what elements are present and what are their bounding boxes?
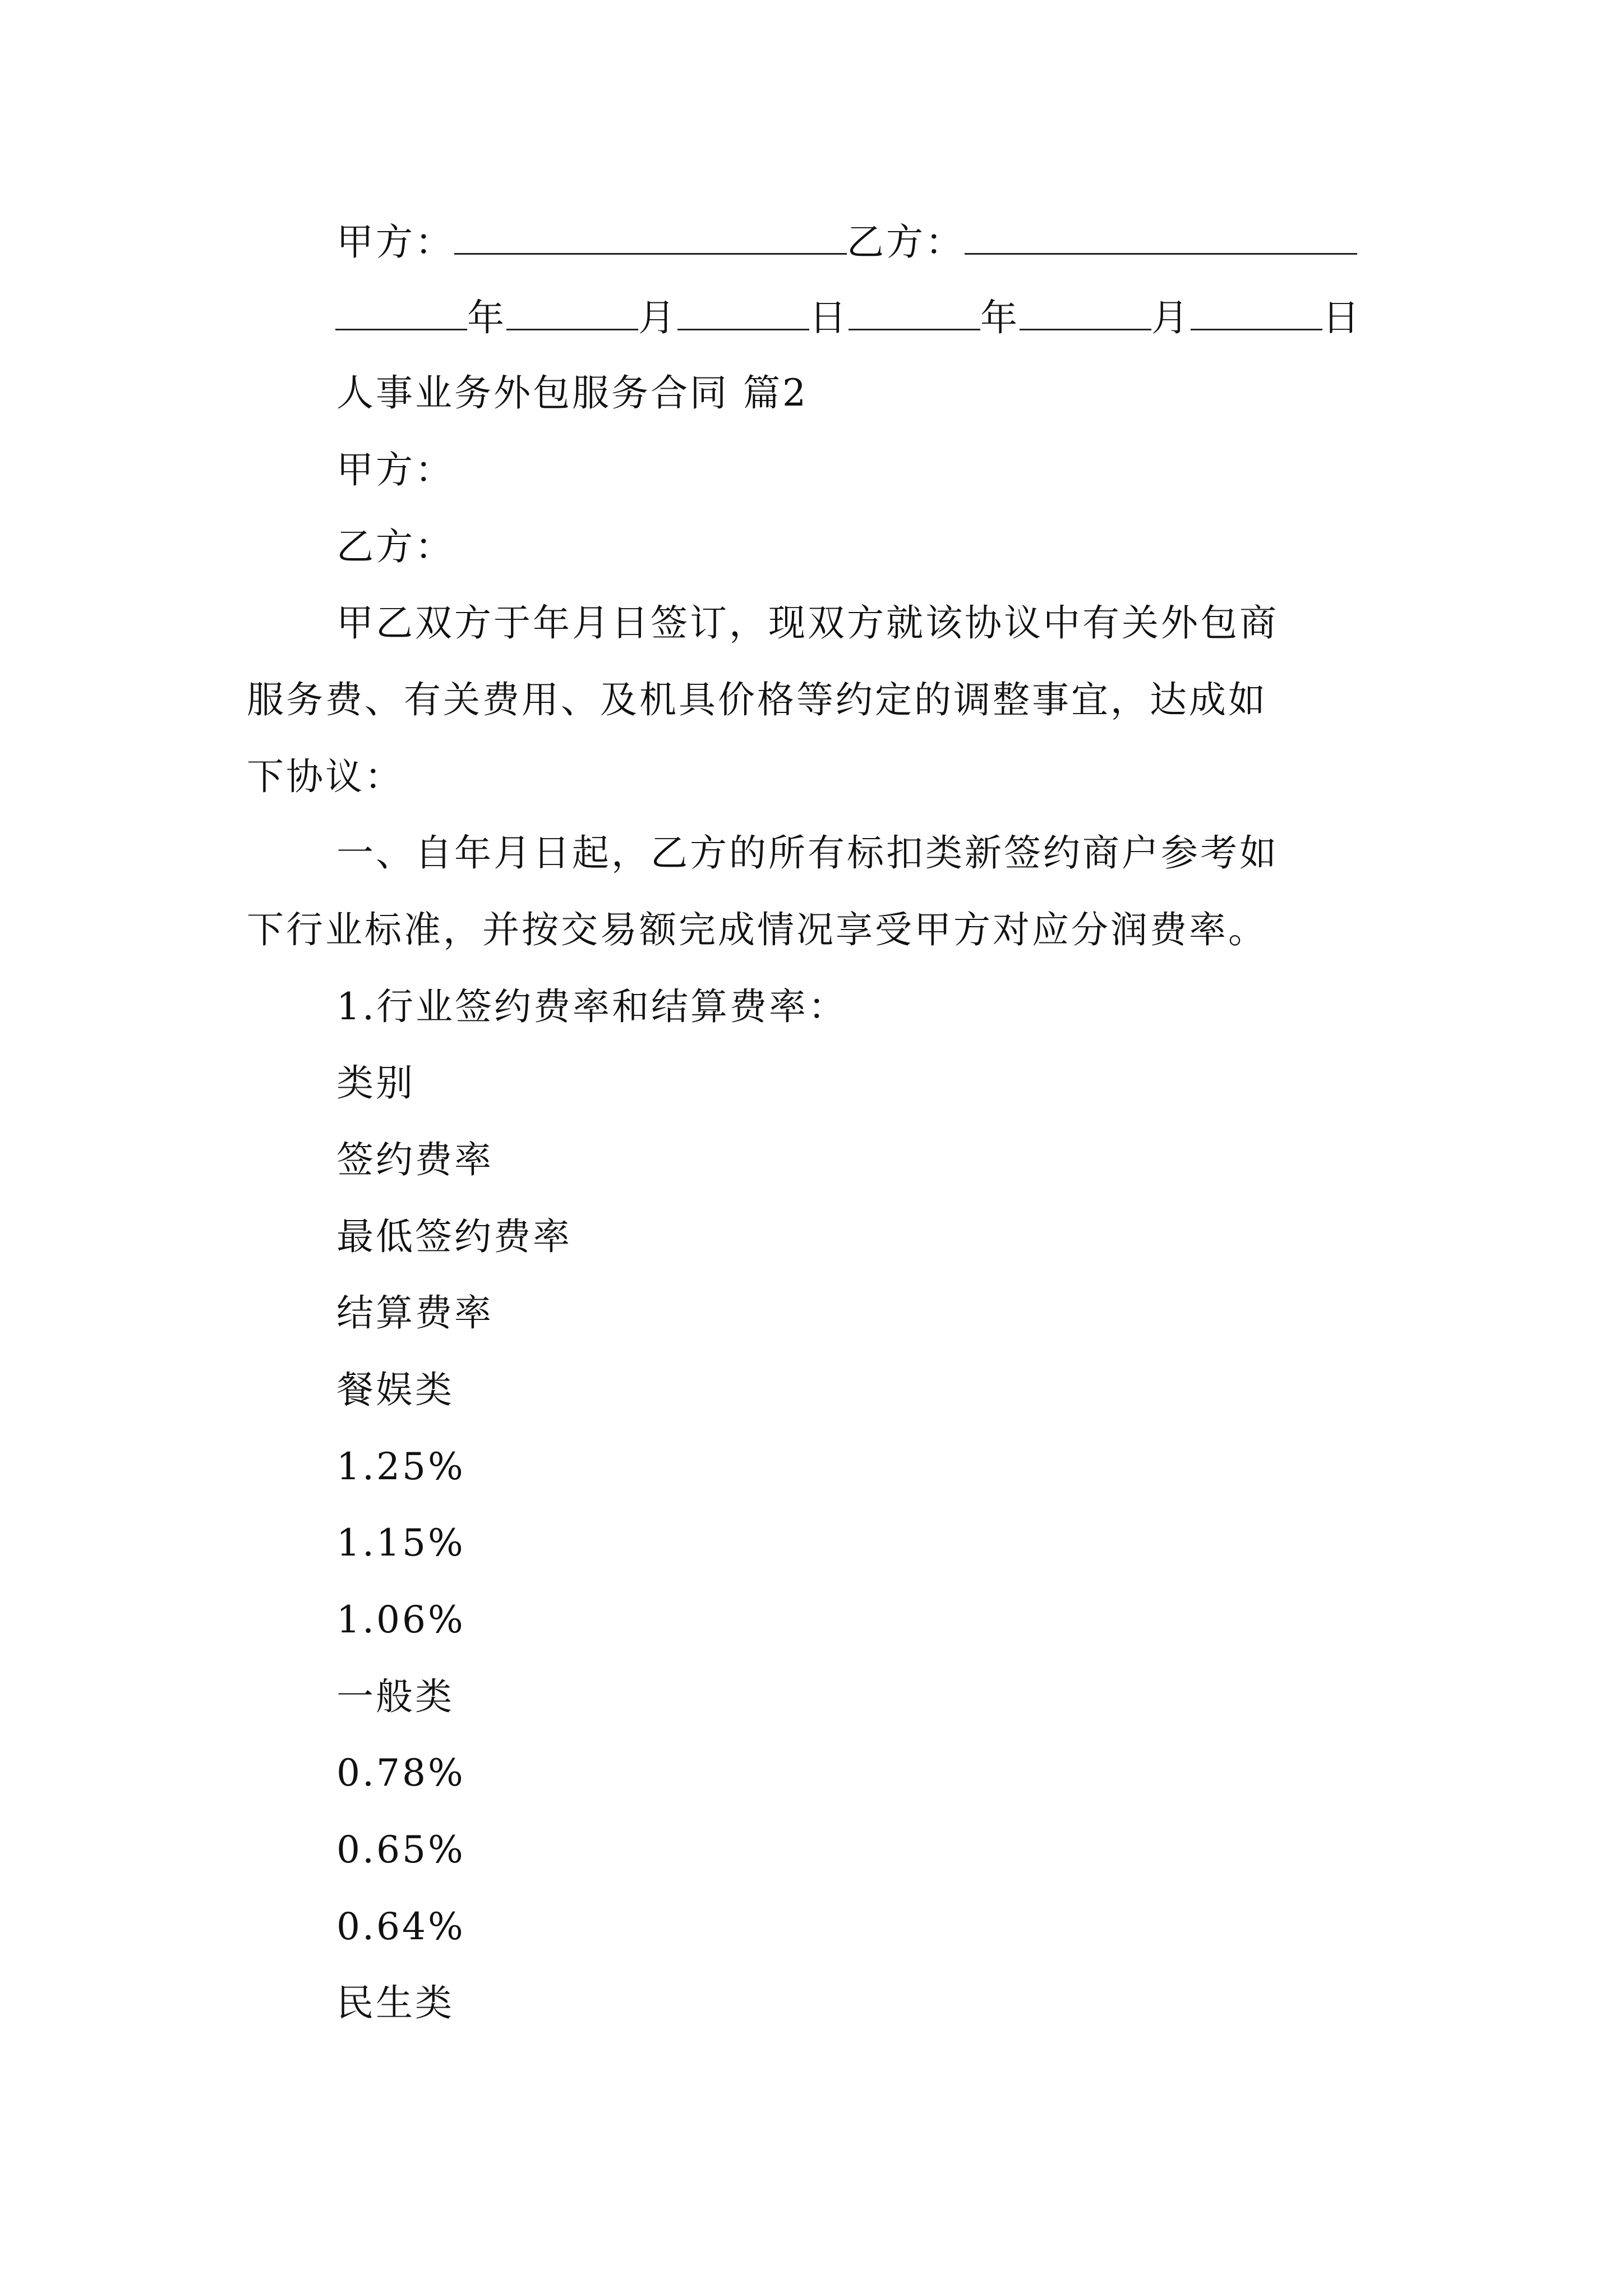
table-header-cell: 结算费率 (336, 1291, 494, 1335)
party-b-signature-blank (965, 222, 1357, 255)
table-cell: 一般类 (336, 1675, 454, 1718)
date-blank (506, 297, 638, 330)
signature-parties-line (336, 220, 1357, 264)
day-label: 日 (809, 296, 849, 339)
party-a-signature-blank (454, 222, 847, 255)
party-b-label: 乙方： (336, 525, 454, 568)
table-header-cell: 类别 (336, 1061, 415, 1105)
clause-paragraph-line: 一、自年月日起，乙方的所有标扣类新签约商户参考如 (336, 831, 1279, 875)
date-blank (1191, 297, 1322, 330)
party-a-signature-label: 甲方： (336, 220, 454, 264)
intro-paragraph-line: 服务费、有关费用、及机具价格等约定的调整事宜，达成如 (247, 678, 1267, 721)
table-header-cell: 签约费率 (336, 1138, 494, 1181)
date-blank (677, 297, 809, 330)
day-label: 日 (1322, 296, 1362, 339)
clause-paragraph-line: 下行业标准，并按交易额完成情况享受甲方对应分润费率。 (247, 908, 1267, 951)
section-title: 人事业务外包服务合同 篇2 (336, 371, 808, 415)
signature-date-line (335, 297, 1362, 337)
table-cell: 民生类 (336, 1981, 454, 2024)
rates-heading: 1.行业签约费率和结算费率： (336, 985, 847, 1028)
table-cell: 0.64% (336, 1905, 465, 1948)
date-blank (849, 297, 980, 330)
party-b-signature-label: 乙方： (847, 220, 965, 264)
party-a-label: 甲方： (336, 448, 454, 491)
month-label: 月 (638, 296, 677, 339)
table-header-cell: 最低签约费率 (336, 1215, 572, 1258)
table-cell: 1.06% (336, 1598, 465, 1641)
table-cell: 1.25% (336, 1445, 465, 1488)
table-cell: 0.65% (336, 1828, 465, 1871)
intro-paragraph-line: 下协议： (247, 755, 404, 798)
table-cell: 餐娱类 (336, 1368, 454, 1411)
intro-paragraph-line: 甲乙双方于年月日签订，现双方就该协议中有关外包商 (336, 601, 1279, 645)
year-label: 年 (980, 296, 1020, 339)
month-label: 月 (1151, 296, 1191, 339)
table-cell: 1.15% (336, 1521, 465, 1565)
table-cell: 0.78% (336, 1751, 465, 1795)
year-label: 年 (467, 296, 506, 339)
date-blank (335, 297, 467, 330)
date-blank (1020, 297, 1151, 330)
